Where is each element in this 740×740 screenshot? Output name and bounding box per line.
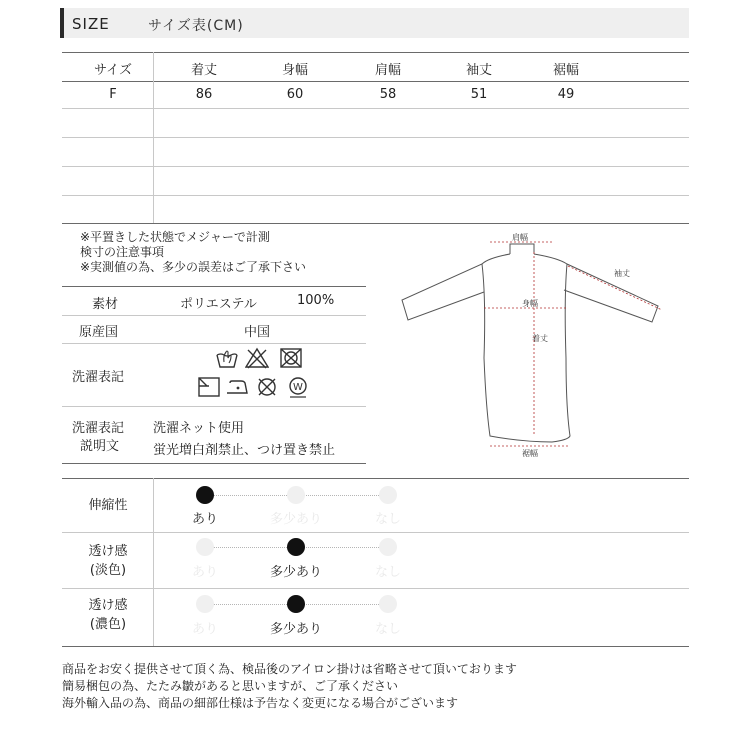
footer-note: 商品をお安く提供させて頂く為、検品後のアイロン掛けは省略させて頂いております [62,662,517,676]
table-rule [62,588,689,589]
sleeve-length-label: 袖丈 [614,269,630,278]
table-column-divider [153,52,154,223]
garment-diagram [392,228,684,463]
footer-note: 海外輸入品の為、商品の細部仕様は予告なく変更になる場合がございます [62,696,459,710]
attribute-label: 伸縮性 [88,498,128,513]
measurement-note: ※平置きした状態でメジャーで計測 [80,230,270,244]
no-bleach-icon [245,347,269,369]
svg-text:W: W [293,382,303,393]
column-header: 肩幅 [374,63,401,78]
attribute-sublabel: (濃色) [89,617,127,632]
level-label: なし [374,622,401,637]
column-header: 袖丈 [465,63,492,78]
section-subtitle: サイズ表(CM) [148,18,244,34]
column-header: サイズ [94,63,132,78]
care-text: 洗濯ネット使用 [153,421,245,436]
level-dot [196,595,214,613]
chest-width-label: 身幅 [522,299,538,308]
table-rule [62,532,689,533]
level-dot [287,486,305,504]
table-rule [62,195,689,196]
wet-clean-icon [286,376,310,398]
column-header: 裾幅 [552,63,579,78]
line-dry-shade-icon [197,376,221,398]
level-dot [379,486,397,504]
table-rule [62,108,689,109]
level-label: なし [374,512,401,527]
hem-width-label: 裾幅 [522,449,538,458]
no-dry-clean-icon [255,376,279,398]
table-rule [62,223,689,224]
shoulder-width-label: 肩幅 [512,233,528,242]
table-rule [62,343,366,344]
level-dot-selected [287,595,305,613]
origin-label: 原産国 [79,325,119,340]
table-cell: 86 [195,87,213,102]
table-rule [62,478,689,479]
table-rule [62,52,689,53]
table-rule [62,406,366,407]
level-dot [379,595,397,613]
care-text: 蛍光増白剤禁止、つけ置き禁止 [153,443,336,458]
header-accent-bar [60,8,64,38]
fabric-name: ポリエステル [180,297,257,312]
level-label: 多少あり [269,512,322,527]
attribute-label: 透け感 [88,544,128,559]
level-label: あり [191,565,218,580]
level-label: あり [191,512,218,527]
table-cell: 60 [286,87,304,102]
measurement-lines [484,242,662,446]
table-cell: 51 [470,87,488,102]
care-text-label: 説明文 [80,439,120,454]
table-rule [62,166,689,167]
attribute-label: 透け感 [88,598,128,613]
level-dot-selected [287,538,305,556]
low-iron-icon [225,376,249,398]
level-dot [379,538,397,556]
fabric-label: 素材 [92,297,119,312]
table-rule [62,646,689,647]
section-title: SIZE [72,15,110,33]
table-rule [62,137,689,138]
table-rule [62,81,689,82]
table-rule [62,463,366,464]
column-header: 身幅 [281,63,308,78]
table-rule [62,286,366,287]
level-label: 多少あり [269,565,322,580]
table-rule [62,315,366,316]
level-dot-selected [196,486,214,504]
measurement-note: 検寸の注意事項 [80,245,165,259]
level-dot [196,538,214,556]
level-label: 多少あり [269,622,322,637]
level-label: なし [374,565,401,580]
footer-note: 簡易梱包の為、たたみ皺があると思いますが、ご了承ください [62,679,399,693]
fabric-percentage: 100% [297,293,335,308]
body-length-label: 着丈 [532,334,548,343]
table-cell: F [109,87,117,102]
origin-value: 中国 [244,325,271,340]
care-text-label: 洗濯表記 [72,421,125,436]
column-header: 着丈 [190,63,217,78]
measurement-note: ※実測値の為、多少の誤差はご了承下さい [80,260,307,274]
attribute-sublabel: (淡色) [89,563,127,578]
table-cell: 49 [557,87,575,102]
level-label: あり [191,622,218,637]
care-label: 洗濯表記 [72,370,125,385]
hand-wash-icon [215,347,239,369]
no-tumble-dry-icon [279,347,303,369]
table-cell: 58 [379,87,397,102]
